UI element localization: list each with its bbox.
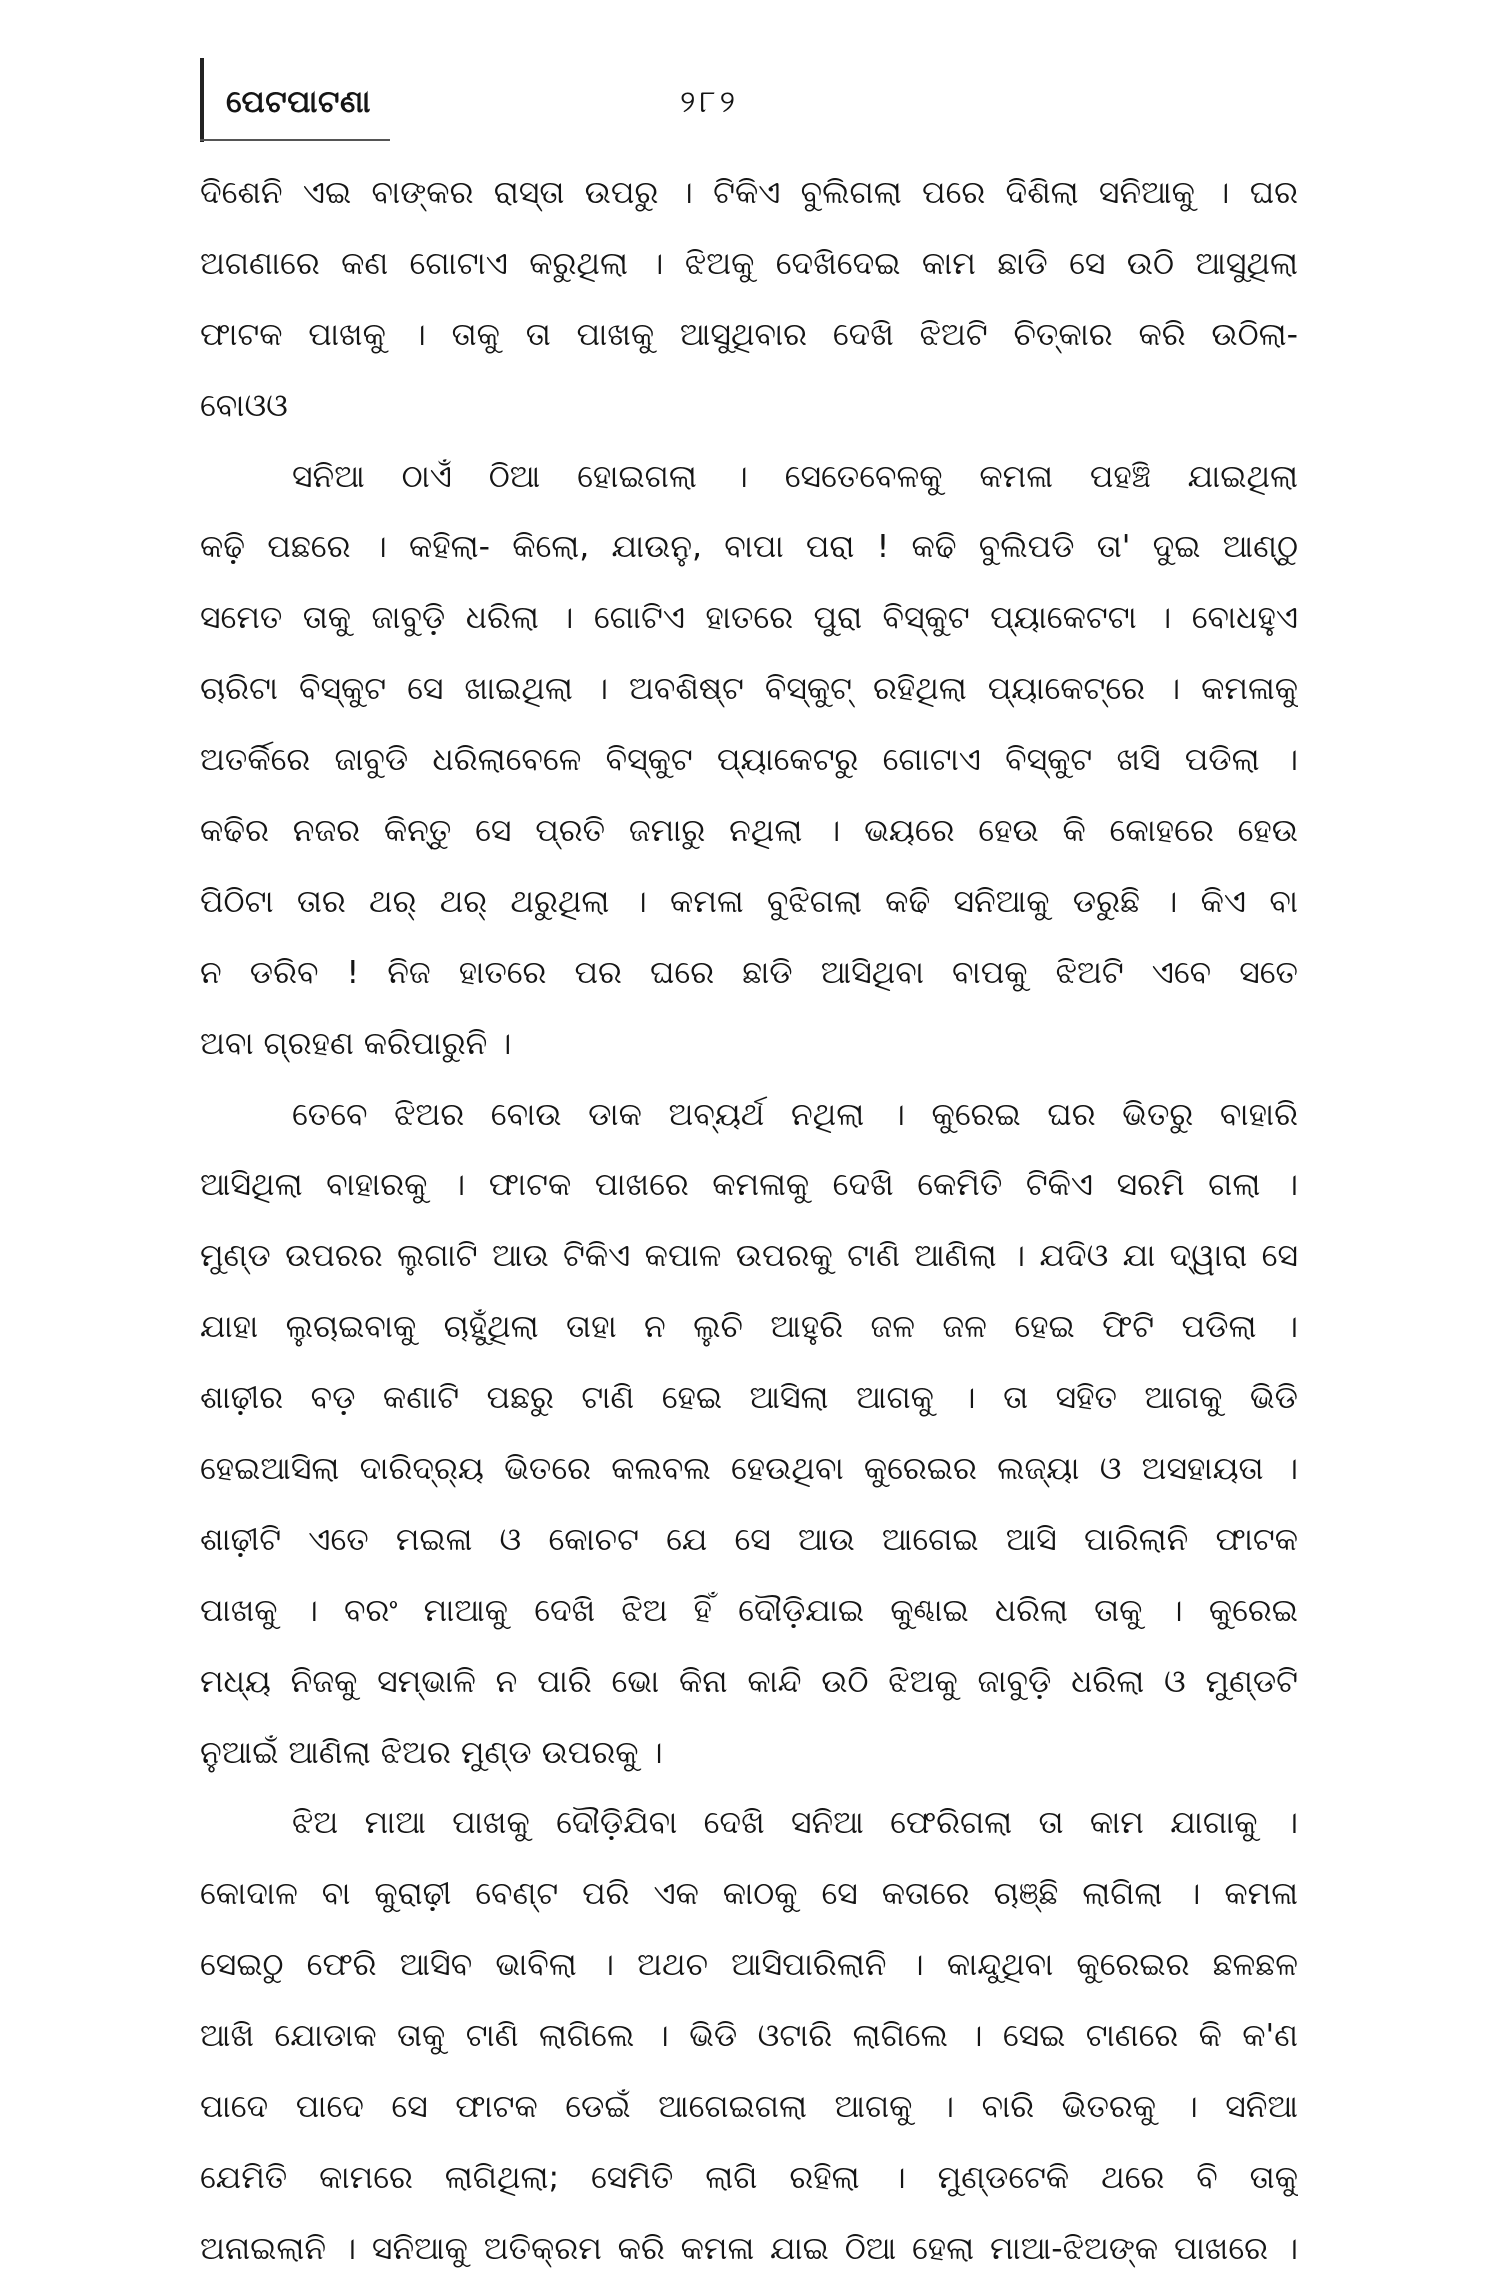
page-number: ୨୮୨	[680, 84, 740, 120]
text-line: ତେବେ ଝିଅର ବୋଉ ଡାକ ଅବ୍ୟର୍ଥ ନଥିଲା । କୁରେଇ ଘର ଭିତରୁ ବାହାରି	[292, 1096, 1298, 1133]
text-line: ଚାରିଟା ବିସ୍କୁଟ ସେ ଖାଇଥିଲା । ଅବଶିଷ୍ଟ ବିସ୍କୁଟ୍ ରହିଥିଲା ପ୍ୟାକେଟ୍‌ରେ । କମଳାକୁ	[200, 671, 1298, 708]
text-line: ସନିଆ ଠାଏଁ ଠିଆ ହୋଇଗଲା । ସେତେବେଳକୁ କମଳା ପହଞ୍ଚି ଯାଇଥିଲା	[292, 458, 1298, 495]
text-line: ଆଖି ଯୋଡାକ ତାକୁ ଟାଣି ଲାଗିଲେ । ଭିଡି ଓଟାରି ଲାଗିଲେ । ସେଇ ଟାଣରେ କି କ'ଣ	[200, 2018, 1298, 2055]
text-line: ଫାଟକ ପାଖକୁ । ତାକୁ ତା ପାଖକୁ ଆସୁଥିବାର ଦେଖି ଝିଅଟି ଚିତ୍କାର କରି ଉଠିଲା-	[200, 316, 1298, 353]
text-line: ଅବା ଗ୍ରହଣ କରିପାରୁନି ।	[200, 1025, 512, 1062]
paragraph-4	[200, 1788, 1298, 2284]
text-line: ଯେମିତି କାମରେ ଲାଗିଥିଲା; ସେମିତି ଲାଗି ରହିଲା । ମୁଣ୍ଡଟେକି ଥରେ ବି ତାକୁ	[200, 2159, 1298, 2196]
text-line: କଢ଼ି ପଛରେ । କହିଲା- କିଲୋ, ଯାଉନୁ, ବାପା ପରା ! କଢି ବୁଲିପଡି ତା' ଦୁଇ ଆଣ୍ଠୁ	[200, 529, 1298, 566]
body-text	[200, 158, 1298, 2285]
paragraph-3	[200, 1080, 1298, 1789]
paragraph-1	[200, 158, 1298, 442]
header-vertical-rule	[200, 58, 204, 142]
header-underline-rule	[200, 139, 390, 141]
text-line: ବୋଓଓ	[200, 387, 288, 424]
text-line: ପାଦେ ପାଦେ ସେ ଫାଟକ ଡେଇଁ ଆଗେଇଗଲା ଆଗକୁ । ବାରି ଭିତରକୁ । ସନିଆ	[200, 2089, 1298, 2126]
text-line: ଅନାଇଲାନି । ସନିଆକୁ ଅତିକ୍ରମ କରି କମଳା ଯାଇ ଠିଆ ହେଲା ମାଆ-ଝିଅଙ୍କ ପାଖରେ ।	[200, 2230, 1298, 2267]
text-line: ପିଠିଟା ତାର ଥର୍ ଥର୍ ଥରୁଥିଲା । କମଳା ବୁଝିଗଲା କଢି ସନିଆକୁ ଡରୁଛି । କିଏ ବା	[200, 883, 1298, 920]
text-line: ଦିଶେନି ଏଇ ବାଙ୍କର ରାସ୍ତା ଉପରୁ । ଟିକିଏ ବୁଲିଗଲା ପରେ ଦିଶିଲା ସନିଆକୁ । ଘର	[200, 175, 1298, 211]
text-line: ଅଗଣାରେ କଣ ଗୋଟାଏ କରୁଥିଲା । ଝିଅକୁ ଦେଖିଦେଇ କାମ ଛାଡି ସେ ଉଠି ଆସୁଥିଲା	[200, 245, 1298, 282]
text-line: ସମେତ ତାକୁ ଜାବୁଡ଼ି ଧରିଲା । ଗୋଟିଏ ହାତରେ ପୁରା ବିସ୍କୁଟ ପ୍ୟାକେଟଟା । ବୋଧହୁଏ	[200, 600, 1298, 637]
text-line: କଢିର ନଜର କିନ୍ତୁ ସେ ପ୍ରତି ଜମାରୁ ନଥିଲା । ଭୟରେ ହେଉ କି କୋହରେ ହେଉ	[200, 813, 1298, 850]
paragraph-2	[200, 442, 1298, 1080]
text-line: ଅତର୍କିରେ ଜାବୁଡି ଧରିଲାବେଳେ ବିସ୍କୁଟ ପ୍ୟାକେଟରୁ ଗୋଟାଏ ବିସ୍କୁଟ ଖସି ପଡିଲା ।	[200, 742, 1298, 779]
text-line: କୋଦାଳ ବା କୁରାଢ଼ୀ ବେଣ୍ଟ ପରି ଏକ କାଠକୁ ସେ କତାରେ ଚାଞ୍ଛି ଲାଗିଲା । କମଳା	[200, 1876, 1298, 1913]
text-line: ଶାଢ଼ୀର ବଡ଼ କଣାଟି ପଛରୁ ଟାଣି ହେଇ ଆସିଲା ଆଗକୁ । ତା ସହିତ ଆଗକୁ ଭିଡି	[200, 1380, 1298, 1417]
text-line: ନ ଡରିବ ! ନିଜ ହାତରେ ପର ଘରେ ଛାଡି ଆସିଥିବା ବାପକୁ ଝିଅଟି ଏବେ ସତେ	[200, 954, 1298, 991]
text-line: ହେଇଆସିଲା ଦାରିଦ୍ର୍ୟ ଭିତରେ କଲବଲ ହେଉଥିବା କୁରେଇର ଲଜ୍ୟା ଓ ଅସହାୟତା ।	[200, 1451, 1298, 1488]
text-line: ମୁଣ୍ଡ ଉପରର ଲୁଗାଟି ଆଉ ଟିକିଏ କପାଳ ଉପରକୁ ଟାଣି ଆଣିଲା । ଯଦିଓ ଯା ଦ୍ୱାରା ସେ	[200, 1238, 1298, 1275]
text-line: ମଧ୍ୟ ନିଜକୁ ସମ୍ଭାଳି ନ ପାରି ଭୋ କିନା କାନ୍ଦି ଉଠି ଝିଅକୁ ଜାବୁଡ଼ି ଧରିଲା ଓ ମୁଣ୍ଡଟି	[200, 1663, 1298, 1700]
text-line: ଆସିଥିଲା ବାହାରକୁ । ଫାଟକ ପାଖରେ କମଳାକୁ ଦେଖି କେମିତି ଟିକିଏ ସରମି ଗଲା ।	[200, 1167, 1298, 1204]
text-line: ପାଖକୁ । ବରଂ ମାଆକୁ ଦେଖି ଝିଅ ହିଁ ଦୌଡ଼ିଯାଇ କୁଣ୍ଢାଇ ଧରିଲା ତାକୁ । କୁରେଇ	[200, 1592, 1298, 1629]
text-line: ନୁଆଇଁ ଆଣିଲା ଝିଅର ମୁଣ୍ଡ ଉପରକୁ ।	[200, 1734, 663, 1771]
text-line: ଯାହା ଲୁଚାଇବାକୁ ଚାହୁଁଥିଲା ତାହା ନ ଲୁଚି ଆହୁରି ଜଳ ଜଳ ହେଇ ଫିଟି ପଡିଲା ।	[200, 1309, 1298, 1346]
text-line: ଝିଅ ମାଆ ପାଖକୁ ଦୌଡ଼ିଯିବା ଦେଖି ସନିଆ ଫେରିଗଲା ତା କାମ ଯାଗାକୁ ।	[292, 1805, 1298, 1842]
text-line: ସେଇଠୁ ଫେରି ଆସିବ ଭାବିଲା । ଅଥଚ ଆସିପାରିଲାନି । କାନ୍ଦୁଥିବା କୁରେଇର ଛଳଛଳ	[200, 1947, 1298, 1984]
text-line: ଶାଢ଼ୀଟି ଏତେ ମଇଳା ଓ କୋଚଟ ଯେ ସେ ଆଉ ଆଗେଇ ଆସି ପାରିଲାନି ଫାଟକ	[200, 1521, 1298, 1558]
running-title: ପେଟପାଟଣା	[226, 84, 371, 120]
